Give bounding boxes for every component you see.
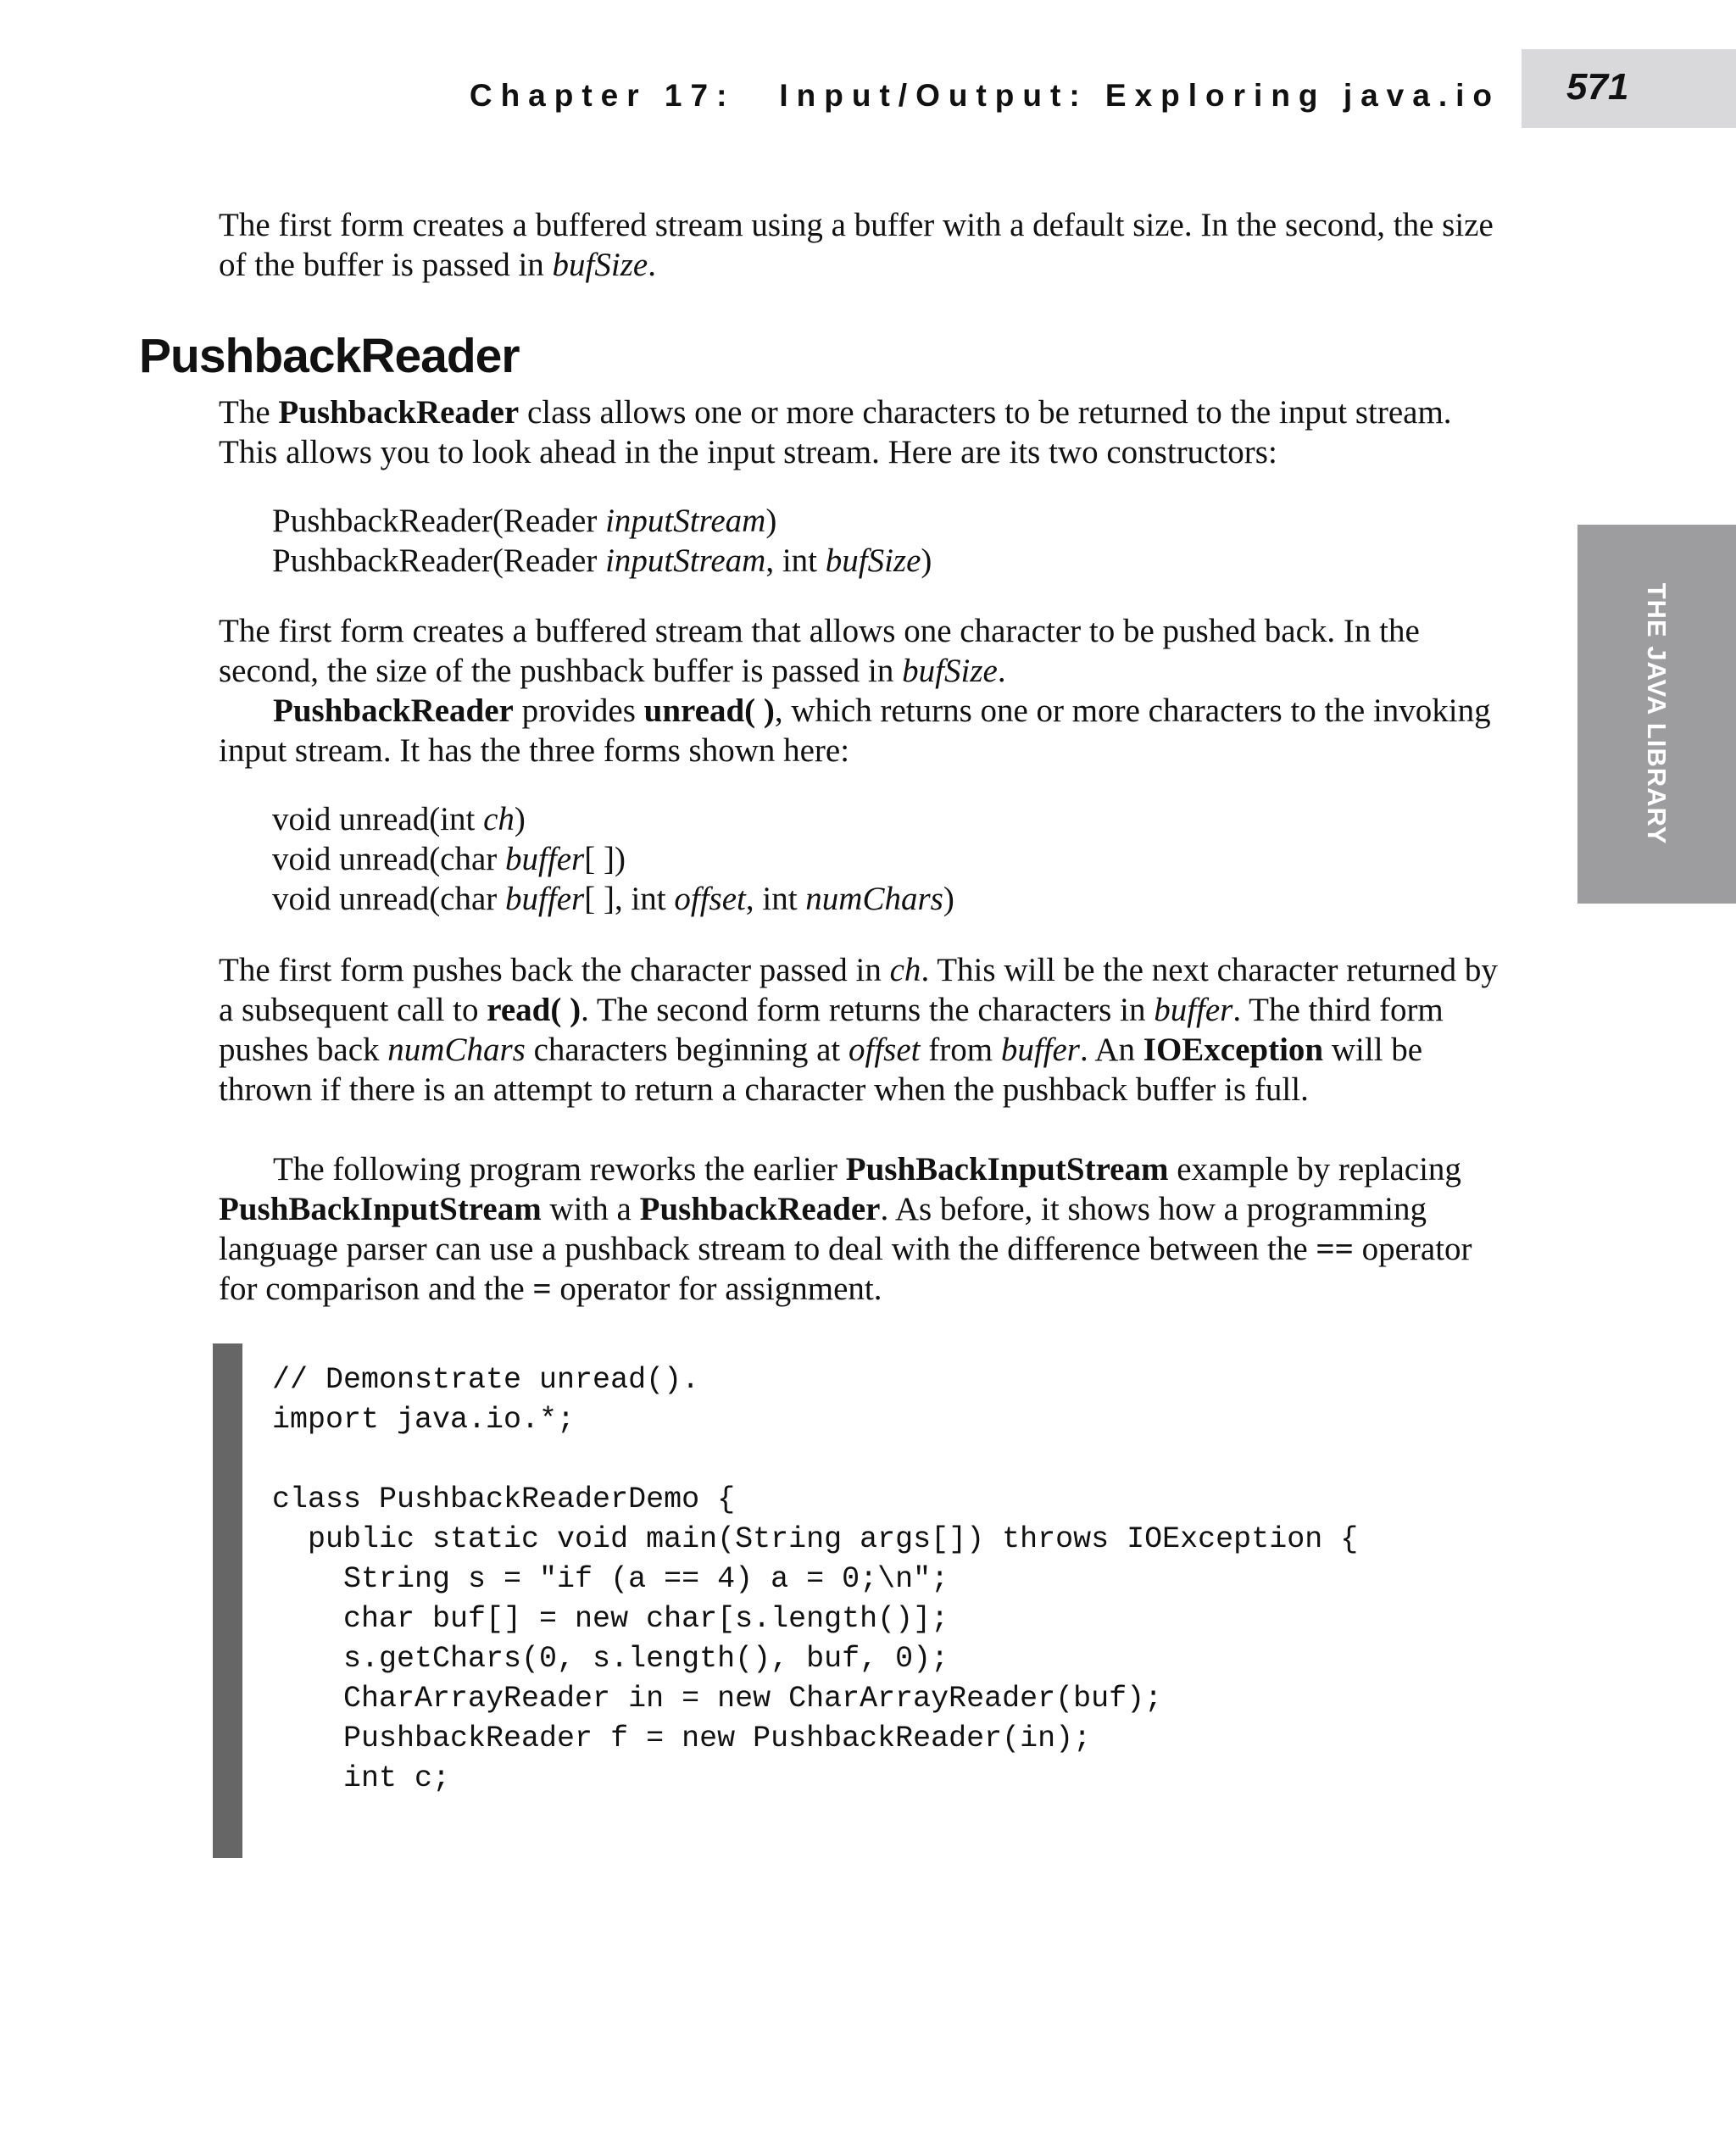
paragraph-unread-intro: PushbackReader provides unread( ), which returns one or more characters to the invoking input stream. It has the three forms shown here:: [219, 693, 1491, 769]
code-line: char buf[] = new char[s.length()];: [272, 1602, 949, 1636]
page-number: 571: [1566, 66, 1629, 108]
constructor-signature: PushbackReader(Reader inputStream, int bufSize): [272, 542, 932, 579]
paragraph-unread-desc: The first form pushes back the character passed in ch. This will be the next character returned by a subsequent call to read( ). The second form returns the characters in buffer. The third form pushes back numChars characters beginning at offset from buffer. An IOException will be thrown if there is an attempt to return a character when the pushback buffer is full.: [219, 952, 1498, 1108]
chapter-label: Chapter 17:: [469, 78, 736, 113]
constructor-signature: PushbackReader(Reader inputStream): [272, 503, 777, 539]
constructor-list: [272, 501, 932, 581]
code-line: // Demonstrate unread().: [272, 1363, 700, 1397]
unread-signature: void unread(char buffer[ ]): [272, 841, 626, 877]
paragraph-intro: The first form creates a buffered stream using a buffer with a default size. In the second, the size of the buffer is passed in bufSize.: [219, 207, 1494, 283]
code-line: [272, 1440, 1358, 1480]
code-line: String s = "if (a == 4) a = 0;\n";: [272, 1562, 949, 1596]
code-line: PushbackReader f = new PushbackReader(in);: [272, 1722, 1092, 1755]
page-number-box: [1522, 49, 1736, 128]
code-listing: [272, 1360, 1358, 1799]
code-line: import java.io.*;: [272, 1403, 576, 1437]
paragraph-program-intro: The following program reworks the earlier PushBackInputStream example by replacing PushBackInputStream with a PushbackReader. As before, it shows how a programming language parser can use a pushback stream to deal with the difference between the == operator for comparison and the = operator for assignment.: [219, 1151, 1472, 1307]
chapter-title: Input/Output: Exploring java.io: [779, 78, 1500, 113]
side-tab-label: THE JAVA LIBRARY: [1642, 582, 1672, 845]
unread-signature: void unread(int ch): [272, 801, 526, 837]
running-head: [0, 78, 1500, 114]
code-line: class PushbackReaderDemo {: [272, 1482, 736, 1516]
unread-signature-list: [272, 799, 954, 919]
section-heading: PushbackReader: [139, 329, 520, 383]
code-line: CharArrayReader in = new CharArrayReader(buf);: [272, 1682, 1163, 1716]
code-line: public static void main(String args[]) throws IOException {: [272, 1522, 1359, 1556]
code-line: int c;: [272, 1761, 451, 1795]
paragraph-pushback-intro: The PushbackReader class allows one or more characters to be returned to the input stream. This allows you to look ahead in the input stream. Here are its two constructors:: [219, 394, 1452, 470]
unread-signature: void unread(char buffer[ ], int offset, int numChars): [272, 881, 954, 917]
code-listing-bar: [213, 1343, 242, 1858]
code-line: s.getChars(0, s.length(), buf, 0);: [272, 1642, 949, 1676]
paragraph-constructor-desc: The first form creates a buffered stream that allows one character to be pushed back. In the second, the size of the pushback buffer is passed in bufSize.: [219, 613, 1420, 689]
